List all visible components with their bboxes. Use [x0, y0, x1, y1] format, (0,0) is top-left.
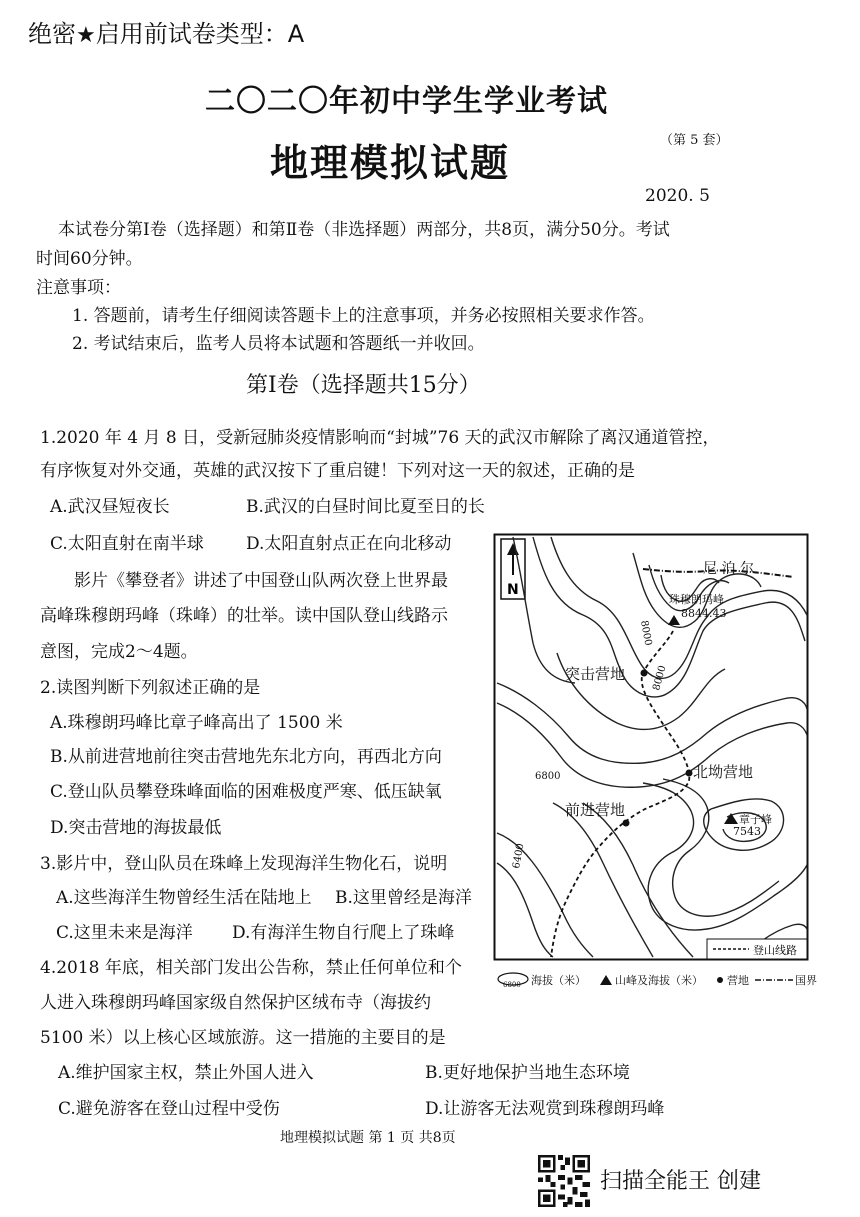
exam-title: 二〇二〇年初中学生学业考试	[205, 84, 608, 119]
intro-line-1: 本试卷分第Ⅰ卷（选择题）和第Ⅱ卷（非选择题）两部分，共8页，满分50分。考试	[58, 220, 670, 240]
intro-line-2: 时间60分钟。	[36, 249, 143, 269]
zhangzi-name: 章子峰	[739, 813, 772, 826]
legend-peak-label: 山峰及海拔（米）	[615, 974, 703, 987]
advance-camp-dot	[623, 820, 630, 827]
north-label: N	[507, 582, 519, 598]
legend-contour-value: 6800	[503, 981, 521, 989]
q1-option-b: B.武汉的白昼时间比夏至日的长	[246, 497, 485, 517]
passage-line-3: 意图，完成2～4题。	[40, 642, 198, 662]
contour-label-8000-a: 8000	[638, 619, 654, 647]
q4-option-c: C.避免游客在登山过程中受伤	[58, 1099, 280, 1119]
q1-option-c: C.太阳直射在南半球	[50, 534, 204, 554]
map-legend	[498, 973, 817, 989]
secret-text: 启用前试卷类型：A	[95, 20, 305, 48]
section-title: 第Ⅰ卷（选择题共15分）	[246, 373, 481, 398]
q3-option-b: B.这里曾经是海洋	[335, 888, 472, 908]
q1-option-a: A.武汉昼短夜长	[50, 497, 170, 517]
subject-title: 地理模拟试题	[270, 141, 511, 185]
q2-option-b: B.从前进营地前往突击营地先东北方向，再西北方向	[50, 747, 442, 767]
exam-date: 2020. 5	[645, 186, 710, 206]
everest-name: 珠穆朗玛峰	[669, 593, 724, 606]
page-footer: 地理模拟试题 第 1 页 共8页	[280, 1130, 456, 1146]
contour-label-6400: 6400	[511, 842, 527, 870]
q4-option-a: A.维护国家主权，禁止外国人进入	[58, 1063, 314, 1083]
map-frame	[495, 535, 808, 960]
nepal-label: 尼 泊 尔	[703, 561, 754, 577]
q3-option-d: D.有海洋生物自行爬上了珠峰	[232, 923, 455, 943]
q2-stem: 2.读图判断下列叙述正确的是	[40, 678, 261, 698]
legend-border-label: 国界	[795, 974, 817, 987]
contour-label-6800: 6800	[535, 771, 561, 782]
north-arrow-icon	[501, 539, 525, 599]
notes-title: 注意事项：	[36, 278, 121, 298]
q2-option-d: D.突击营地的海拔最低	[50, 818, 222, 838]
q3-option-c: C.这里未来是海洋	[56, 923, 193, 943]
confidential-header	[28, 14, 304, 49]
q4-stem-line-3: 5100 米）以上核心区域旅游。这一措施的主要目的是	[40, 1028, 446, 1048]
set-label: （第 5 套）	[660, 133, 729, 148]
q4-stem-line-1: 4.2018 年底，相关部门发出公告称，禁止任何单位和个	[40, 958, 462, 978]
scanner-watermark: 扫描全能王 创建	[600, 1169, 761, 1194]
qr-code-icon	[536, 1155, 592, 1207]
north-col-camp-label: 北坳营地	[693, 763, 754, 781]
assault-camp-dot	[641, 670, 648, 677]
note-1: 1. 答题前，请考生仔细阅读答题卡上的注意事项，并务必按照相关要求作答。	[72, 306, 655, 326]
q1-stem-line-2: 有序恢复对外交通，英雄的武汉按下了重启键！下列对这一天的叙述，正确的是	[40, 461, 635, 481]
advance-camp-label: 前进营地	[565, 801, 626, 819]
passage-line-2: 高峰珠穆朗玛峰（珠峰）的壮举。读中国队登山线路示	[40, 606, 448, 626]
q4-stem-line-2: 人进入珠穆朗玛峰国家级自然保护区绒布寺（海拔约	[40, 993, 431, 1013]
north-col-camp-dot	[686, 770, 693, 777]
camp-legend-icon	[717, 977, 723, 983]
q2-option-a: A.珠穆朗玛峰比章子峰高出了 1500 米	[50, 713, 343, 733]
q4-option-d: D.让游客无法观赏到珠穆朗玛峰	[425, 1099, 665, 1119]
secret-label: 绝密	[28, 20, 76, 48]
legend-camp-label: 营地	[727, 974, 749, 987]
q3-option-a: A.这些海洋生物曾经生活在陆地上	[56, 888, 312, 908]
note-2: 2. 考试结束后，监考人员将本试题和答题纸一并收回。	[72, 334, 485, 354]
q3-stem: 3.影片中，登山队员在珠峰上发现海洋生物化石，说明	[40, 854, 448, 874]
q1-stem-line-1: 1.2020 年 4 月 8 日，受新冠肺炎疫情影响而“封城”76 天的武汉市解除了离汉通道管控，	[40, 428, 720, 448]
everest-route-map	[493, 533, 823, 993]
legend-contour-label: 海拔（米）	[531, 974, 586, 987]
peak-legend-icon	[600, 975, 612, 985]
assault-camp-label: 突击营地	[565, 665, 626, 683]
route-legend	[707, 939, 807, 959]
q4-option-b: B.更好地保护当地生态环境	[425, 1063, 630, 1083]
passage-line-1: 影片《攀登者》讲述了中国登山队两次登上世界最	[74, 571, 448, 591]
contour-label-8000-b: 8000	[651, 664, 669, 692]
route-legend-label: 登山线路	[753, 944, 797, 957]
everest-height: 8844.43	[681, 607, 727, 620]
q1-option-d: D.太阳直射点正在向北移动	[246, 534, 452, 554]
zhangzi-height: 7543	[733, 825, 761, 838]
q2-option-c: C.登山队员攀登珠峰面临的困难极度严寒、低压缺氧	[50, 782, 442, 802]
star-icon: ★	[76, 23, 96, 48]
